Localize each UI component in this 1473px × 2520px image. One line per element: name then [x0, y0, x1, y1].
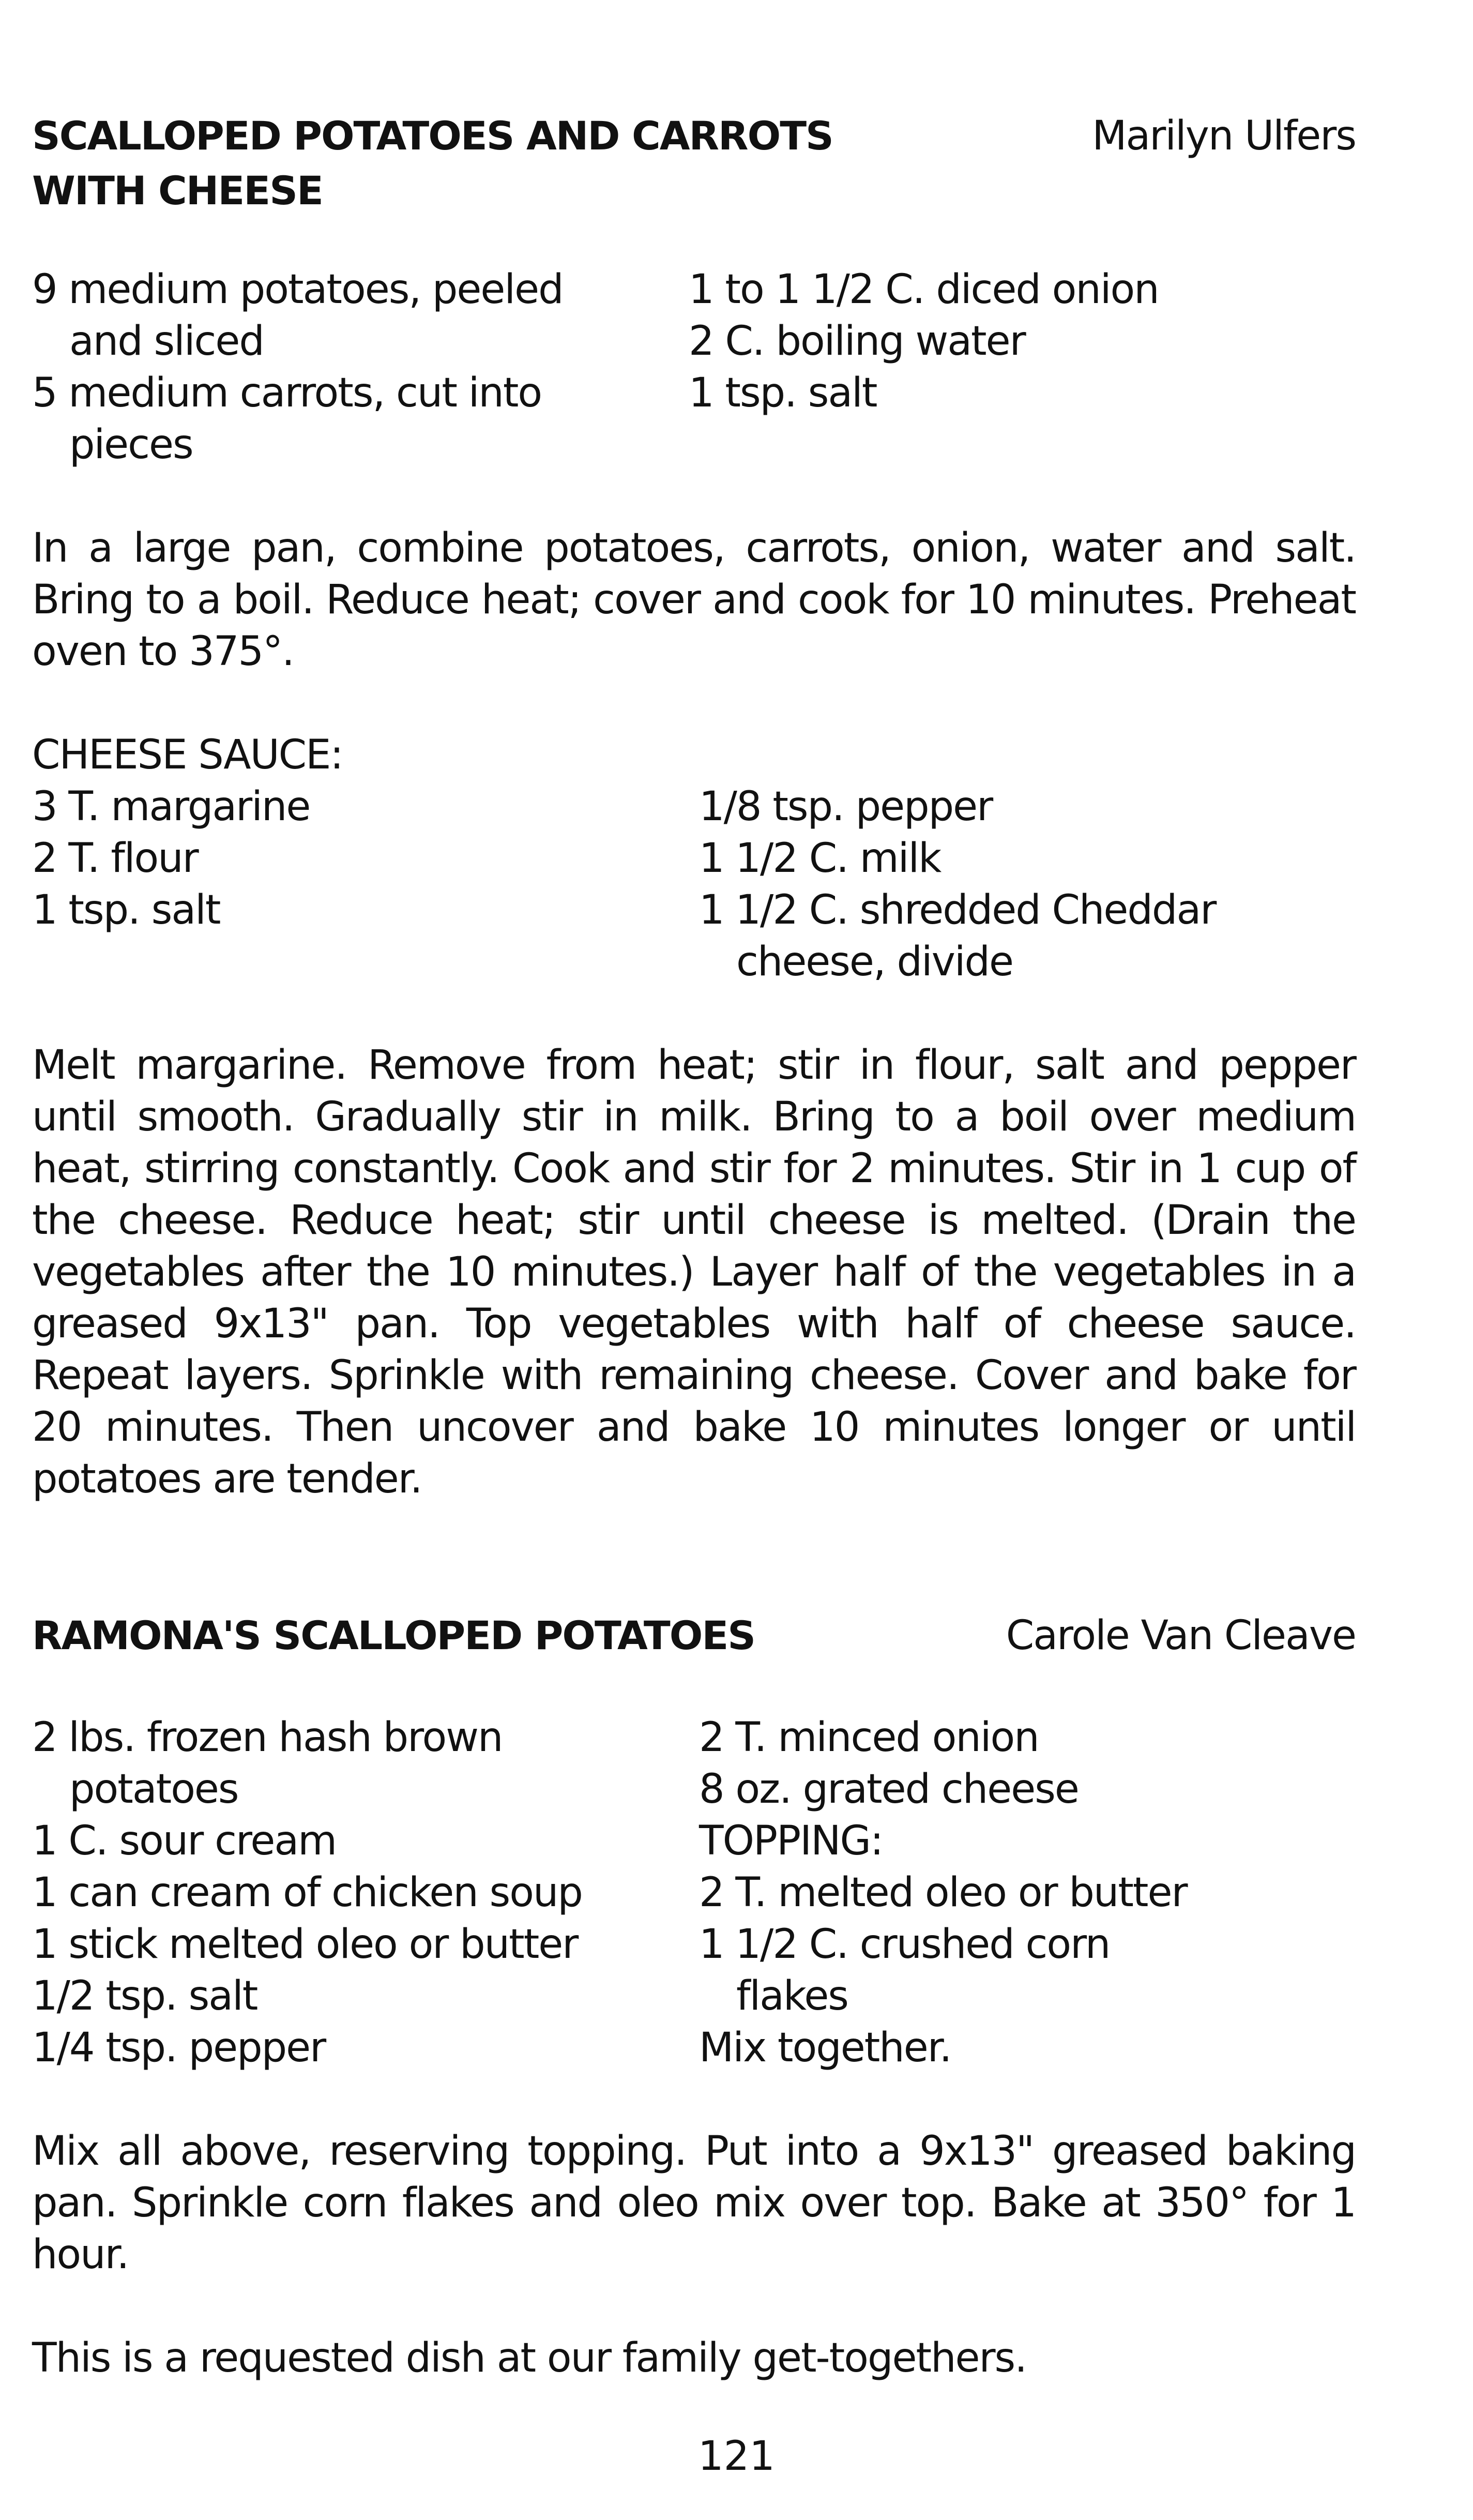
sauce-right-column	[699, 781, 1216, 988]
sauce-directions: Melt margarine. Remove from heat; stir in flour, salt and pepper until smooth. Gradually stir in milk. Bring to a boil over medium heat, stirring constantly. Cook and stir for 2 minutes. Stir in 1 cup of the cheese. Reduce heat; stir until cheese is melted. (Drain the vegetables after the 10 minutes.) Layer half of the vegetables in a greased 9x13" pan. Top vegetables with half of cheese sauce. Repeat layers. Sprinkle with remaining cheese. Cover and bake for 20 minutes. Then uncover and bake 10 minutes longer or until potatoes are tender.	[32, 1042, 1356, 1502]
recipe-title	[32, 109, 911, 218]
sauce-ingredient-line: cheese, divide	[736, 939, 1013, 985]
recipe-contributor: Carole Van Cleave	[1006, 1612, 1356, 1659]
sauce-ingredient-line: 1 1/2 C. shredded Cheddar	[699, 887, 1216, 933]
ingredients-right-column	[689, 264, 1159, 419]
ingredient-line: 8 oz. grated cheese	[699, 1766, 1079, 1813]
ingredient-line: flakes	[736, 1973, 848, 2019]
sauce-ingredient-line: 1 1/2 C. milk	[699, 835, 941, 882]
recipe-contributor: Marilyn Ulfers	[1092, 113, 1356, 159]
ingredient-line: 1 tsp. salt	[689, 370, 877, 416]
sauce-ingredient-line: 1 tsp. salt	[32, 887, 220, 933]
ingredient-line: 1 1/2 C. crushed corn	[699, 1921, 1110, 1968]
recipe-directions: In a large pan, combine potatoes, carrots, onion, water and salt. Bring to a boil. Reduce heat; cover and cook for 10 minutes. Preheat oven to 375°.	[32, 525, 1356, 675]
recipe-note: This is a requested dish at our family get-togethers.	[32, 2335, 1026, 2381]
ingredient-line: 1 can cream of chicken soup	[32, 1869, 582, 1916]
ingredient-line: 2 T. minced onion	[699, 1714, 1039, 1761]
recipe-scalloped-potatoes-carrots	[32, 109, 1356, 1505]
ingredient-line: pieces	[69, 421, 193, 468]
page-number: 121	[698, 2433, 775, 2480]
sauce-left-column	[32, 781, 310, 936]
sauce-ingredient-line: 3 T. margarine	[32, 783, 310, 830]
ingredient-line: potatoes	[69, 1766, 238, 1813]
ingredient-line: 1/4 tsp. pepper	[32, 2025, 326, 2071]
cheese-sauce-heading: CHEESE SAUCE:	[32, 732, 343, 778]
title-line: RAMONA'S SCALLOPED POTATOES	[32, 1612, 755, 1658]
sauce-ingredient-line: 1/8 tsp. pepper	[699, 783, 993, 830]
ingredient-line: 2 C. boiling water	[689, 318, 1025, 365]
recipe-title	[32, 1608, 911, 1663]
title-line: SCALLOPED POTATOES AND CARROTS	[32, 113, 833, 159]
ingredient-line: 1/2 tsp. salt	[32, 1973, 257, 2019]
ingredient-line: 2 T. melted oleo or butter	[699, 1869, 1187, 1916]
ingredients-right-column	[699, 1712, 1187, 2074]
ingredient-line: 9 medium potatoes, peeled	[32, 266, 563, 313]
ingredient-line: Mix together.	[699, 2025, 951, 2071]
ingredient-line: 1 to 1 1/2 C. diced onion	[689, 266, 1159, 313]
sauce-ingredient-line: 2 T. flour	[32, 835, 198, 882]
ingredient-line: 1 stick melted oleo or butter	[32, 1921, 578, 1968]
ingredients-left-column	[32, 264, 563, 471]
ingredient-line: 5 medium carrots, cut into	[32, 370, 542, 416]
ingredient-line: 1 C. sour cream	[32, 1818, 337, 1864]
topping-heading: TOPPING:	[699, 1818, 883, 1864]
ingredient-line: 2 lbs. frozen hash brown	[32, 1714, 503, 1761]
recipe-directions: Mix all above, reserving topping. Put into a 9x13" greased baking pan. Sprinkle corn flakes and oleo mix over top. Bake at 350° for 1 hour.	[32, 2128, 1356, 2278]
ingredients-left-column	[32, 1712, 582, 2074]
recipe-ramonas-scalloped-potatoes	[32, 1608, 1356, 2410]
ingredient-line: and sliced	[69, 318, 264, 365]
title-line: WITH CHEESE	[32, 168, 323, 214]
